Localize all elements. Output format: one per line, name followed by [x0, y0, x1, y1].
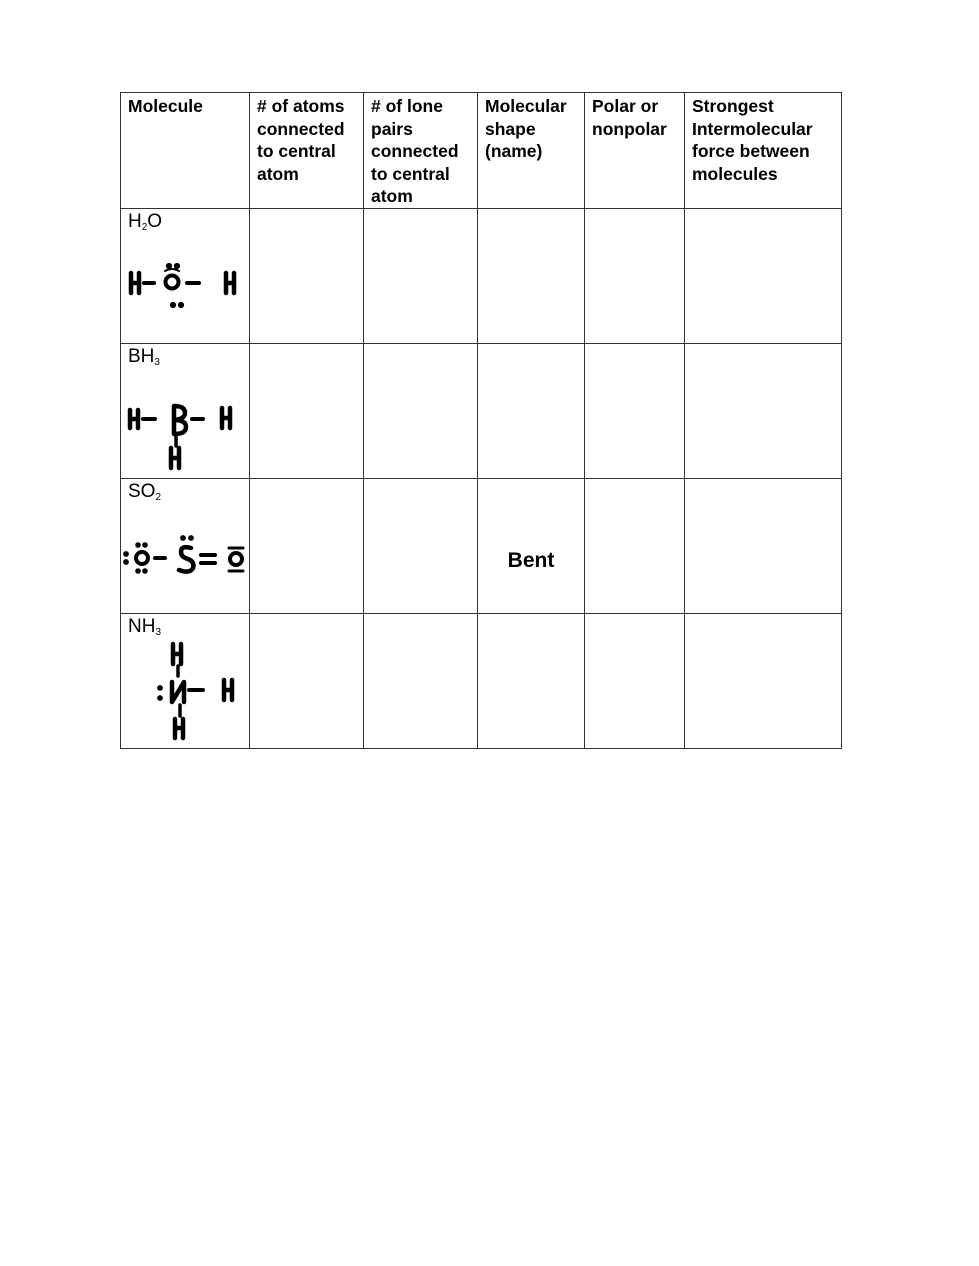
atoms-connected-cell[interactable]	[250, 343, 364, 478]
molecule-formula: $BH_3$	[128, 345, 160, 368]
imf-cell[interactable]	[685, 478, 842, 613]
molecule-cell	[121, 478, 250, 613]
header-lone-pairs: # of lone pairs connected to central atom	[364, 93, 478, 209]
imf-cell[interactable]	[685, 208, 842, 343]
atoms-connected-cell[interactable]	[250, 208, 364, 343]
worksheet	[120, 92, 841, 749]
table-row	[121, 613, 842, 748]
polarity-cell[interactable]	[585, 613, 685, 748]
table-row	[121, 208, 842, 343]
header-polarity: Polar or nonpolar	[585, 93, 685, 209]
lone-pairs-cell[interactable]	[364, 208, 478, 343]
molecule-formula: $SO_2$	[128, 480, 162, 503]
molecule-formula: $H_2O$	[128, 210, 163, 233]
shape-cell[interactable]	[478, 613, 585, 748]
molecule-formula: $NH_3$	[128, 615, 162, 638]
lone-pairs-cell[interactable]	[364, 478, 478, 613]
molecule-cell	[121, 613, 250, 748]
polarity-cell[interactable]	[585, 208, 685, 343]
header-intermolecular-force: Strongest Intermolecular force between molecules	[685, 93, 842, 209]
header-atoms-connected: # of atoms connected to central atom	[250, 93, 364, 209]
header-molecular-shape: Molecular shape (name)	[478, 93, 585, 209]
header-molecule: Molecule	[121, 93, 250, 209]
imf-cell[interactable]	[685, 613, 842, 748]
table-row	[121, 478, 842, 613]
atoms-connected-cell[interactable]	[250, 613, 364, 748]
shape-cell[interactable]	[478, 478, 585, 613]
polarity-cell[interactable]	[585, 343, 685, 478]
shape-answer: Bent	[507, 548, 555, 572]
shape-cell[interactable]	[478, 343, 585, 478]
molecule-cell	[121, 208, 250, 343]
molecule-cell	[121, 343, 250, 478]
shape-cell[interactable]	[478, 208, 585, 343]
sulfur-dioxide-lewis-structure	[123, 511, 247, 586]
imf-cell[interactable]	[685, 343, 842, 478]
ammonia-lewis-structure	[123, 640, 247, 748]
water-lewis-structure	[123, 241, 245, 311]
lone-pairs-cell[interactable]	[364, 343, 478, 478]
atoms-connected-cell[interactable]	[250, 478, 364, 613]
header-row	[121, 93, 842, 209]
molecule-table	[120, 92, 842, 749]
polarity-cell[interactable]	[585, 478, 685, 613]
table-row	[121, 343, 842, 478]
lone-pairs-cell[interactable]	[364, 613, 478, 748]
borane-lewis-structure	[123, 376, 245, 476]
